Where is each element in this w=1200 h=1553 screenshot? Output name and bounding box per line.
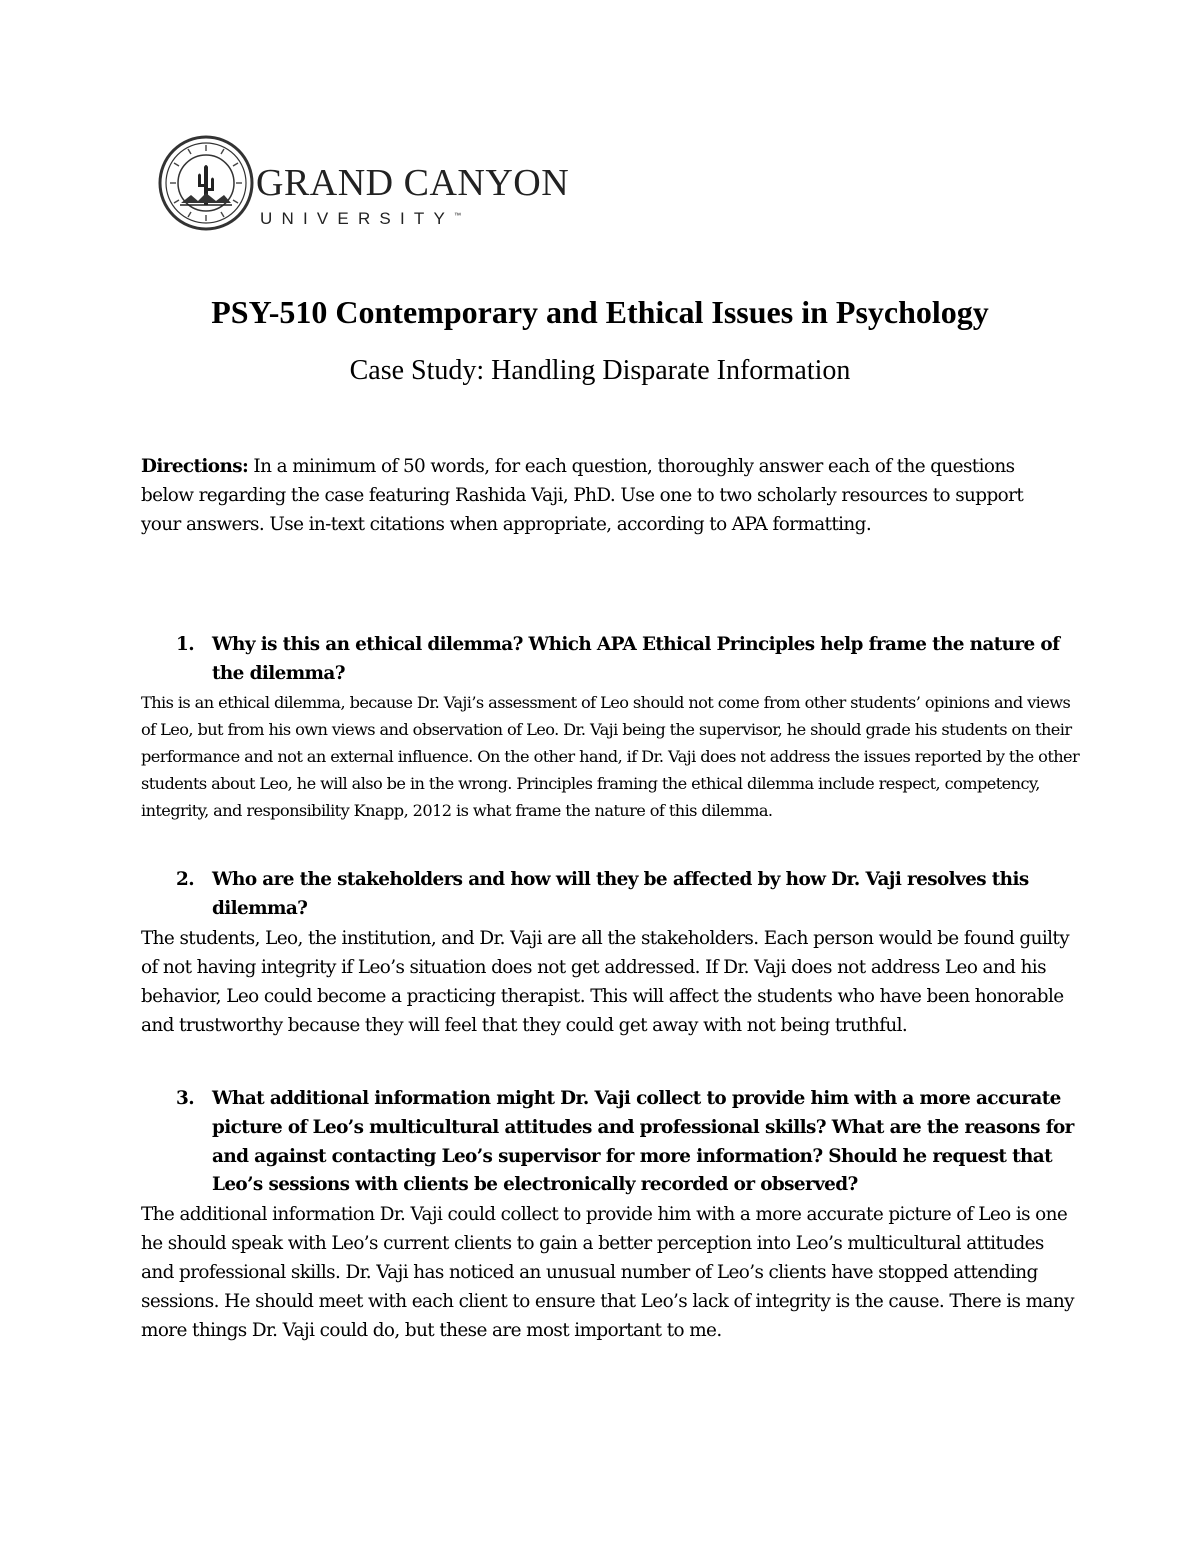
university-logo xyxy=(158,133,578,233)
question-text: Why is this an ethical dilemma? Which APA Ethical Principles help frame the nature of the dilemma? xyxy=(212,634,1060,684)
question-heading xyxy=(141,866,1081,924)
course-title: PSY-510 Contemporary and Ethical Issues in Psychology xyxy=(211,294,989,330)
question-number: 3. xyxy=(176,1088,194,1109)
logo-subtitle xyxy=(260,209,461,229)
logo-subtitle-text: UNIVERSITY xyxy=(260,209,455,228)
question-text: What additional information might Dr. Vaji collect to provide him with a more accurate picture of Leo’s multicultural attitudes and professional skills? What are the reasons for and against contacting Leo’s supervisor for more information? Should he request that Leo’s sessions with clients be electronically recorded or observed? xyxy=(212,1088,1074,1196)
trademark-mark: ™ xyxy=(454,212,462,220)
question-block-1 xyxy=(141,631,1081,825)
directions-text: In a minimum of 50 words, for each question, thoroughly answer each of the questions below regarding the case featuring Rashida Vaji, PhD. Use one to two scholarly resources to support your answers. Use in-text citations when appropriate, according to APA formatting. xyxy=(141,456,1024,535)
question-heading xyxy=(141,631,1081,689)
university-seal-icon xyxy=(158,133,254,233)
directions-label: Directions: xyxy=(141,456,249,477)
case-study-title: Case Study: Handling Disparate Information xyxy=(349,355,851,386)
question-text: Who are the stakeholders and how will they be affected by how Dr. Vaji resolves this dilemma? xyxy=(212,869,1029,919)
answer-text: The students, Leo, the institution, and Dr. Vaji are all the stakeholders. Each person would be found guilty of not having integrity if Leo’s situation does not get addressed. If Dr. Vaji does not address Leo and his behavior, Leo could become a practicing therapist. This will affect the students who have been honorable and trustworthy because they will feel that they could get away with not being truthful. xyxy=(141,927,1069,1036)
question-number: 2. xyxy=(176,869,194,890)
answer-text: The additional information Dr. Vaji could collect to provide him with a more accurate picture of Leo is one he should speak with Leo’s current clients to gain a better perception into Leo’s multicultural attitudes and professional skills. Dr. Vaji has noticed an unusual number of Leo’s clients have stopped attending sessions. He should meet with each client to ensure that Leo’s lack of integrity is the cause. There is many more things Dr. Vaji could do, but these are most important to me. xyxy=(141,1204,1074,1342)
answer-text: This is an ethical dilemma, because Dr. Vaji’s assessment of Leo should not come from other students’ opinions and views of Leo, but from his own views and observation of Leo. Dr. Vaji being the supervisor, he should grade his students on their performance and not an external influence. On the other hand, if Dr. Vaji does not address the issues reported by the other students about Leo, he will also be in the wrong. Principles framing the ethical dilemma include respect, competency, integrity, and responsibility Knapp, 2012 is what frame the nature of this dilemma. xyxy=(141,692,1080,821)
question-block-2 xyxy=(141,866,1081,1040)
question-number: 1. xyxy=(176,634,194,655)
question-heading xyxy=(141,1085,1081,1200)
question-block-3 xyxy=(141,1085,1081,1345)
logo-name: GRAND CANYON xyxy=(256,162,570,204)
directions-paragraph xyxy=(141,452,1041,539)
